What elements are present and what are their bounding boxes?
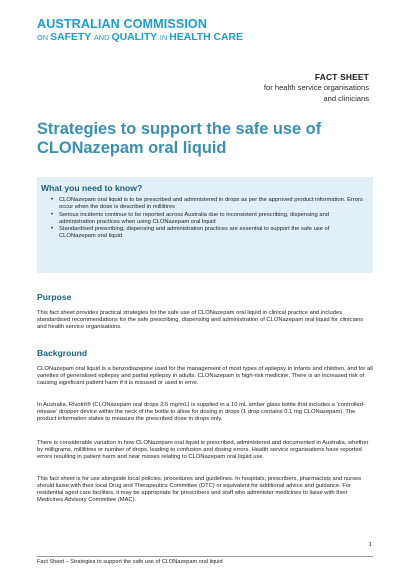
audience-line-1: for health service organisations bbox=[263, 83, 369, 92]
summary-bullet: • CLONazepam oral liquid is to be prescribed and administered in drops as per the approved product information. Errors occur when the dose is described in millilitres bbox=[51, 197, 363, 211]
logo-line-2 bbox=[37, 32, 257, 44]
logo-word-and: AND bbox=[93, 33, 112, 42]
purpose-heading: Purpose bbox=[37, 292, 72, 302]
background-heading: Background bbox=[37, 348, 88, 358]
page-title-line-1: Strategies to support the safe use of bbox=[37, 120, 322, 138]
logo-word-quality: QUALITY bbox=[111, 32, 160, 43]
summary-bullet: • Serious incidents continue to be reported across Australia due to inconsistent prescribing, dispensing and administration practices when using CLONazepam oral liquid bbox=[51, 212, 363, 226]
logo-word-on: ON bbox=[37, 33, 51, 42]
logo-word-health-care: HEALTH CARE bbox=[169, 32, 243, 43]
page-title-line-2: CLONazepam oral liquid bbox=[37, 139, 227, 157]
purpose-paragraph: This fact sheet provides practical strategies for the safe use of CLONazepam oral liquid in clinical practice and includes standardised recommendations for the safe prescribing, dispensing and administration of CLONazepam oral liquid for clinicians and health service organisations. bbox=[37, 310, 364, 330]
summary-heading: What you need to know? bbox=[41, 183, 143, 193]
summary-bullet: • Standardised prescribing, dispensing and administration practices are essential to support the safe use of CLONazepam oral liquid. bbox=[51, 226, 363, 240]
page-number: 1 bbox=[368, 542, 372, 548]
footer-text: Fact Sheet – Strategies to support the safe use of CLONazepam oral liquid bbox=[37, 559, 223, 565]
background-paragraph-1: CLONazepam oral liquid is a benzodiazepine used for the management of most types of epilepsy in infants and children, and for all varieties of generalised epilepsy and partial epilepsy in adults. CLONazepam is high-risk medicine. There is an increased risk of causing significant patient harm if it is misused or used in error. bbox=[37, 366, 373, 386]
organisation-logo bbox=[37, 18, 257, 44]
footer-divider bbox=[37, 556, 373, 557]
summary-box bbox=[37, 177, 373, 273]
background-paragraph-4: This fact sheet is for use alongside local policies, procedures and guidelines. In hospitals, prescribers, pharmacists and nurses should liaise with their local Drug and Therapeutics Committee (DTC) or equivalent for additional advice and guidance. For residential aged care facilities, it may be appropriate for prescribers and staff who administer medicines to liaise with their Medicines Advisory Committee (MAC). bbox=[37, 476, 362, 503]
background-paragraph-2: In Australia, Rivotril® (CLONazepam oral drops 2.5 mg/mL) is supplied in a 10 mL amber glass bottle that includes a ‘controlled-release’ dropper device within the neck of the bottle to allow for dosing in drops (1 drop contains 0.1 mg CLONazepam). The product information states to measure the prescribed dose in drops only. bbox=[37, 402, 365, 422]
summary-list bbox=[51, 197, 363, 241]
logo-line-1: AUSTRALIAN COMMISSION bbox=[37, 17, 208, 31]
background-paragraph-3: There is considerable variation in how CLONazepam oral liquid is prescribed, administered and documented in Australia, whether by milligrams, millilitres or number of drops, leading to confusion and dosing errors. Health service organisations have reported errors resulting in patient harm and near misses relating to CLONazepam oral liquid use. bbox=[37, 440, 369, 460]
logo-word-safety: SAFETY bbox=[50, 32, 94, 43]
logo-word-in: IN bbox=[159, 33, 170, 42]
sheet-type-block bbox=[169, 71, 369, 104]
audience-line-2: and clinicians bbox=[323, 93, 369, 103]
page-title bbox=[37, 120, 377, 158]
sheet-type-label: FACT SHEET bbox=[314, 72, 369, 82]
